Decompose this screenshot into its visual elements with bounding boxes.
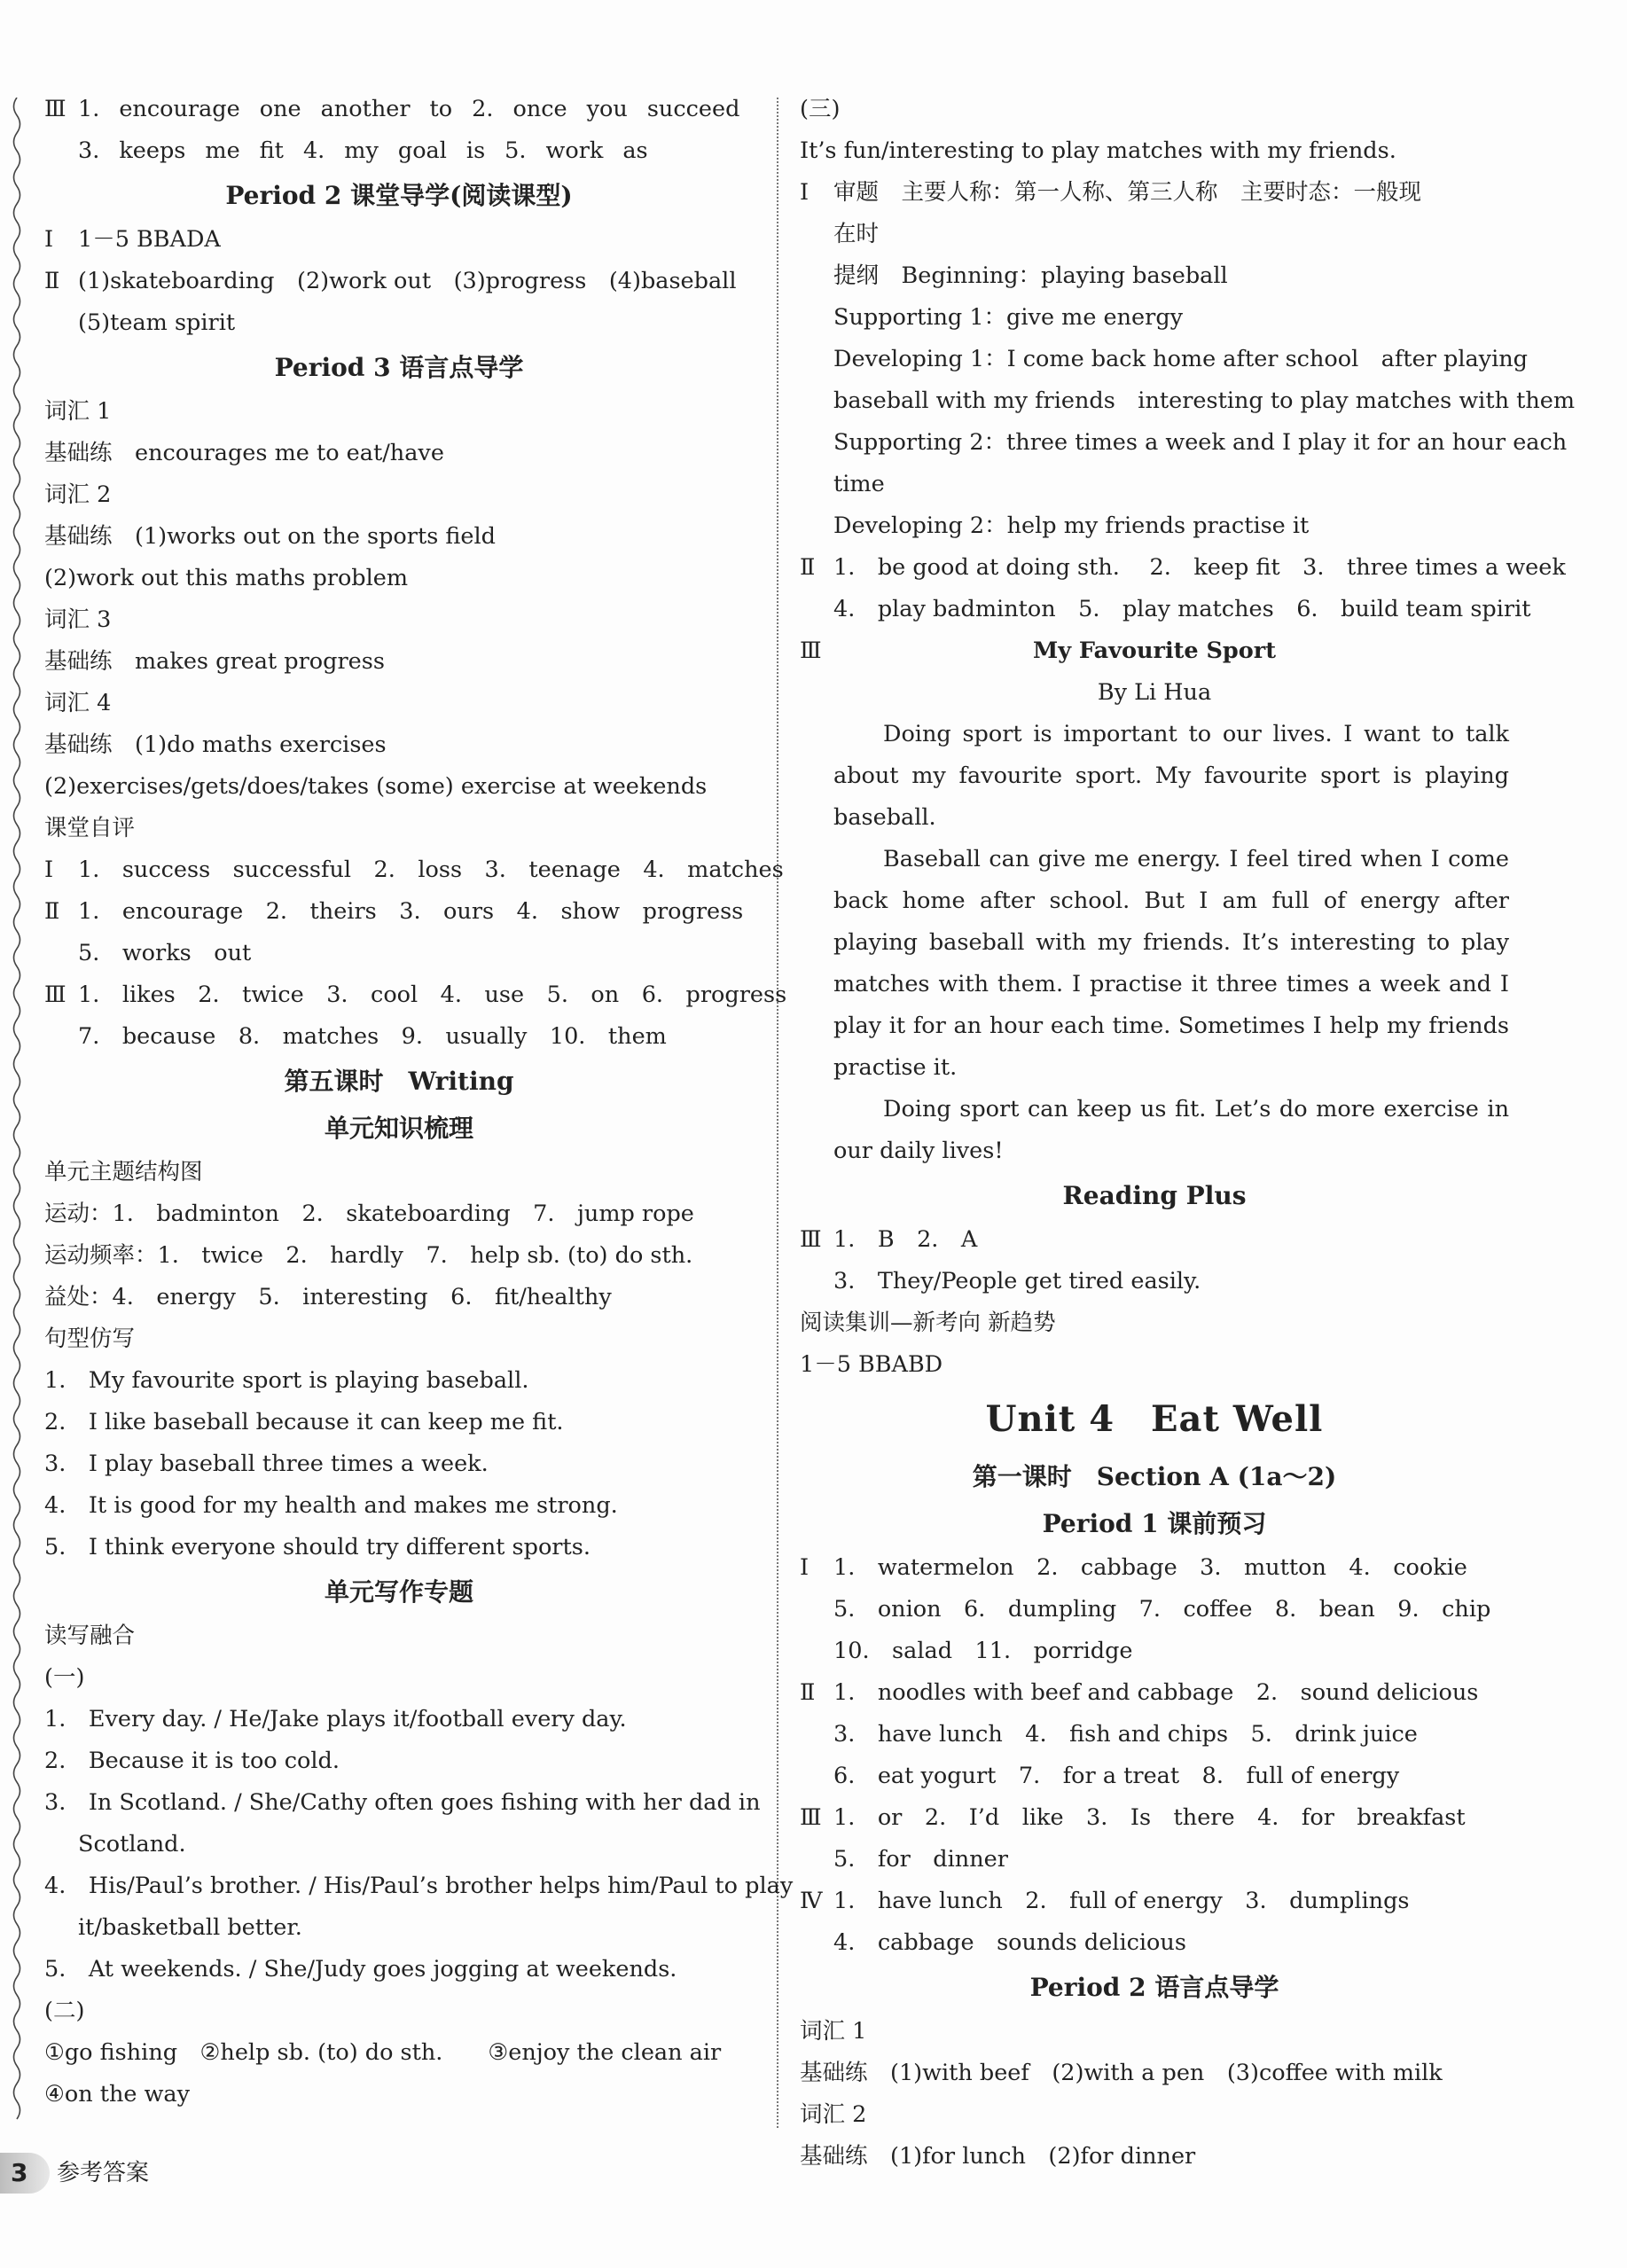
roman-numeral: Ⅱ [800,1679,816,1706]
answer-line [800,1672,1509,1714]
answer-line: 运动：1. badminton 2. skateboarding 7. jump rope [44,1200,694,1227]
answer-word: succeed [646,96,740,122]
answer-line: 基础练 (1)with beef (2)with a pen (3)coffee with milk [800,2060,1443,2086]
answer-line: 7. because 8. matches 9. usually 10. them [78,1023,667,1050]
answer-line [800,1219,1509,1261]
answer-line: 3. In Scotland. / She/Cathy often goes fishing with her dad in [44,1789,761,1816]
roman-numeral: Ⅲ [44,96,66,122]
vocab-label: 词汇 1 [44,398,112,425]
answer-text: 1. have lunch 2. full of energy 3. dumplings [833,1888,1410,1914]
answer-line: 基础练 (1)for lunch (2)for dinner [800,2143,1196,2170]
answer-line: 阅读集训—新考向 新趋势 [800,1310,1056,1336]
section-heading: Reading Plus [1062,1181,1247,1210]
answer-line: Developing 1：I come back home after school after playing [833,346,1528,372]
page-footer [0,2153,231,2194]
subsection-label: 单元主题结构图 [44,1159,203,1185]
answer-word: 5. [505,137,527,164]
vocab-label: 词汇 4 [44,690,112,716]
answer-line [44,974,787,1016]
answer-word: goal [397,137,447,164]
answer-line: 提纲 Beginning：playing baseball [833,262,1228,289]
subsection-label: 读写融合 [44,1623,136,1649]
answer-line: 5. for dinner [833,1846,1008,1873]
answer-word: my [344,137,379,164]
roman-numeral: Ⅳ [800,1888,823,1914]
roman-numeral: Ⅰ [800,179,810,206]
footer-label: 参考答案 [57,2160,150,2186]
answer-line: 4. cabbage sounds delicious [833,1929,1186,1956]
roman-numeral: Ⅲ [44,981,66,1008]
answer-text: (1)skateboarding (2)work out (3)progress (4)baseball [78,268,737,294]
answer-text [78,89,759,130]
roman-numeral: Ⅰ [800,1554,810,1581]
subsection-label: 句型仿写 [44,1326,136,1352]
answer-line [800,547,1566,589]
essay-paragraph [833,714,1509,839]
essay-title-line [800,630,1509,672]
vocab-label: 词汇 2 [44,481,112,508]
answer-word: 3. [78,137,100,164]
roman-numeral: Ⅰ [44,856,54,883]
answer-word: work [545,137,604,164]
answer-line: 在时 [833,221,880,247]
section-heading: Period 2 语言点导学 [1029,1973,1279,2002]
answer-line: 6. eat yogurt 7. for a treat 8. full of energy [833,1763,1400,1789]
answer-line [44,849,784,891]
answer-word: me [205,137,240,164]
answer-line [800,172,1509,214]
roman-numeral: Ⅲ [800,1804,822,1831]
answer-line: Supporting 2：three times a week and I play it for an hour each [833,429,1568,456]
answer-line: 1－5 BBABD [800,1351,943,1378]
essay-paragraph [833,839,1509,1089]
answer-word: as [622,137,648,164]
answer-line: 5. onion 6. dumpling 7. coffee 8. bean 9. chip [833,1596,1491,1623]
answer-line: 运动频率：1. twice 2. hardly 7. help sb. (to) do sth. [44,1242,693,1269]
answer-word: once [512,96,567,122]
unit-title: Unit 4 Eat Well [985,1398,1324,1440]
answer-line: 2. I like baseball because it can keep me fit. [44,1409,564,1435]
answer-line: (5)team spirit [78,309,236,336]
paragraph-text: Doing sport can keep us fit. Let’s do more exercise in our daily lives! [833,1096,1509,1164]
answer-text: 1. success successful 2. loss 3. teenage 4. matches [78,856,784,883]
answer-line [44,891,754,933]
section-heading: 第一课时 Section A (1a～2) [972,1462,1337,1491]
answer-line [44,219,754,261]
answer-line: 3. have lunch 4. fish and chips 5. drink juice [833,1721,1418,1748]
section-heading: Period 1 课前预习 [1042,1509,1267,1538]
answer-word: 2. [472,96,494,122]
self-eval-label: 课堂自评 [44,815,136,841]
roman-numeral: Ⅱ [44,268,60,294]
roman-numeral: Ⅱ [44,898,60,925]
part-label: (二) [44,1998,85,2024]
section-heading: 第五课时 Writing [284,1067,514,1096]
answer-line [800,1797,1509,1839]
answer-line [800,1547,1509,1589]
answer-line: it/basketball better. [78,1914,302,1941]
answer-line: 4. It is good for my health and makes me strong. [44,1492,618,1519]
answer-text: 1. watermelon 2. cabbage 3. mutton 4. cookie [833,1554,1467,1581]
answer-word: is [465,137,486,164]
answer-line: 基础练 makes great progress [44,648,385,675]
answer-line: Supporting 1：give me energy [833,304,1184,331]
left-column [44,89,794,2115]
answer-word: encourage [119,96,240,122]
answer-line: 4. His/Paul’s brother. / His/Paul’s brother helps him/Paul to play [44,1873,794,1899]
answer-word: to [429,96,453,122]
answer-text: 1. or 2. I’d like 3. Is there 4. for breakfast [833,1804,1466,1831]
roman-numeral: Ⅰ [44,226,54,253]
paragraph-text: Doing sport is important to our lives. I want to talk about my favourite sport. My favourite sport is playing baseball. [833,721,1509,831]
answer-text: 1－5 BBADA [78,226,221,253]
answer-line: 基础练 (1)do maths exercises [44,731,387,758]
answer-line: 1. Every day. / He/Jake plays it/football every day. [44,1706,627,1732]
section-heading: Period 3 语言点导学 [274,353,524,382]
page-number: 3 [0,2153,50,2194]
part-label: (三) [800,96,841,122]
answer-line [44,89,754,130]
answer-line: time [833,471,885,497]
roman-numeral: Ⅲ [800,1226,822,1253]
essay-author: By Li Hua [1097,679,1212,706]
answer-line: 3. I play baseball three times a week. [44,1451,489,1477]
answer-line: 基础练 (1)works out on the sports field [44,523,496,550]
answer-line: Scotland. [78,1831,186,1857]
answer-line: 2. Because it is too cold. [44,1748,340,1774]
paragraph-text: Baseball can give me energy. I feel tired when I come back home after school. But I am full of energy after playing baseball with my friends. It’s interesting to play matches with them. I practise it three times a week and I play it for an hour each time. Sometimes I help my friends practise it. [833,846,1509,1081]
answer-word: 1. [78,96,100,122]
answer-line: 3. They/People get tired easily. [833,1268,1201,1294]
answer-text [78,130,668,172]
answer-line: (2)work out this maths problem [44,565,409,591]
part-label: (一) [44,1664,85,1691]
answer-line [44,261,754,302]
answer-text: 1. noodles with beef and cabbage 2. sound delicious [833,1679,1479,1706]
answer-line: 4. play badminton 5. play matches 6. build team spirit [833,596,1531,622]
answer-line: It’s fun/interesting to play matches with my friends. [800,137,1396,164]
answer-word: fit [259,137,284,164]
section-heading: 单元写作专题 [324,1577,473,1607]
roman-numeral: Ⅱ [800,554,816,581]
answer-line: 益处：4. energy 5. interesting 6. fit/healthy [44,1284,612,1310]
section-heading: Period 2 课堂导学(阅读课型) [225,181,573,210]
answer-line [44,130,754,172]
answer-line: ④on the way [44,2081,191,2108]
answer-text: 1. be good at doing sth. 2. keep fit 3. three times a week [833,554,1566,581]
answer-line: Developing 2：help my friends practise it [833,512,1310,539]
answer-line: 5. I think everyone should try different sports. [44,1534,591,1560]
answer-word: 4. [302,137,325,164]
answer-line: 10. salad 11. porridge [833,1638,1133,1664]
answer-word: keeps [119,137,186,164]
vocab-label: 词汇 2 [800,2101,867,2128]
answer-word: one [259,96,301,122]
right-column [800,89,1576,2178]
answer-line: 基础练 encourages me to eat/have [44,440,444,466]
essay-body [800,714,1509,1172]
answer-word: another [320,96,411,122]
answer-text: 审题 主要人称：第一人称、第三人称 主要时态：一般现 [833,179,1422,206]
answer-line: (2)exercises/gets/does/takes (some) exercise at weekends [44,773,708,800]
answer-line: 1. My favourite sport is playing baseball. [44,1367,529,1394]
column-divider [777,98,778,2128]
answer-line: ①go fishing ②help sb. (to) do sth. ③enjoy the clean air [44,2039,722,2066]
answer-line: 5. At weekends. / She/Judy goes jogging at weekends. [44,1956,677,1983]
answer-text: 1. B 2. A [833,1226,978,1253]
essay-title: My Favourite Sport [1033,637,1276,664]
answer-line: 5. works out [78,940,252,966]
vocab-label: 词汇 1 [800,2018,867,2045]
answer-line [800,1881,1509,1922]
answer-word: you [586,96,628,122]
answer-line: baseball with my friends interesting to play matches with them [833,387,1576,414]
answer-text: 1. likes 2. twice 3. cool 4. use 5. on 6. progress [78,981,787,1008]
vocab-label: 词汇 3 [44,606,112,633]
essay-paragraph [833,1089,1509,1172]
binding-edge [9,98,25,2128]
section-heading: 单元知识梳理 [324,1114,473,1143]
answer-text: 1. encourage 2. theirs 3. ours 4. show progress [78,898,744,925]
roman-numeral: Ⅲ [800,637,822,664]
